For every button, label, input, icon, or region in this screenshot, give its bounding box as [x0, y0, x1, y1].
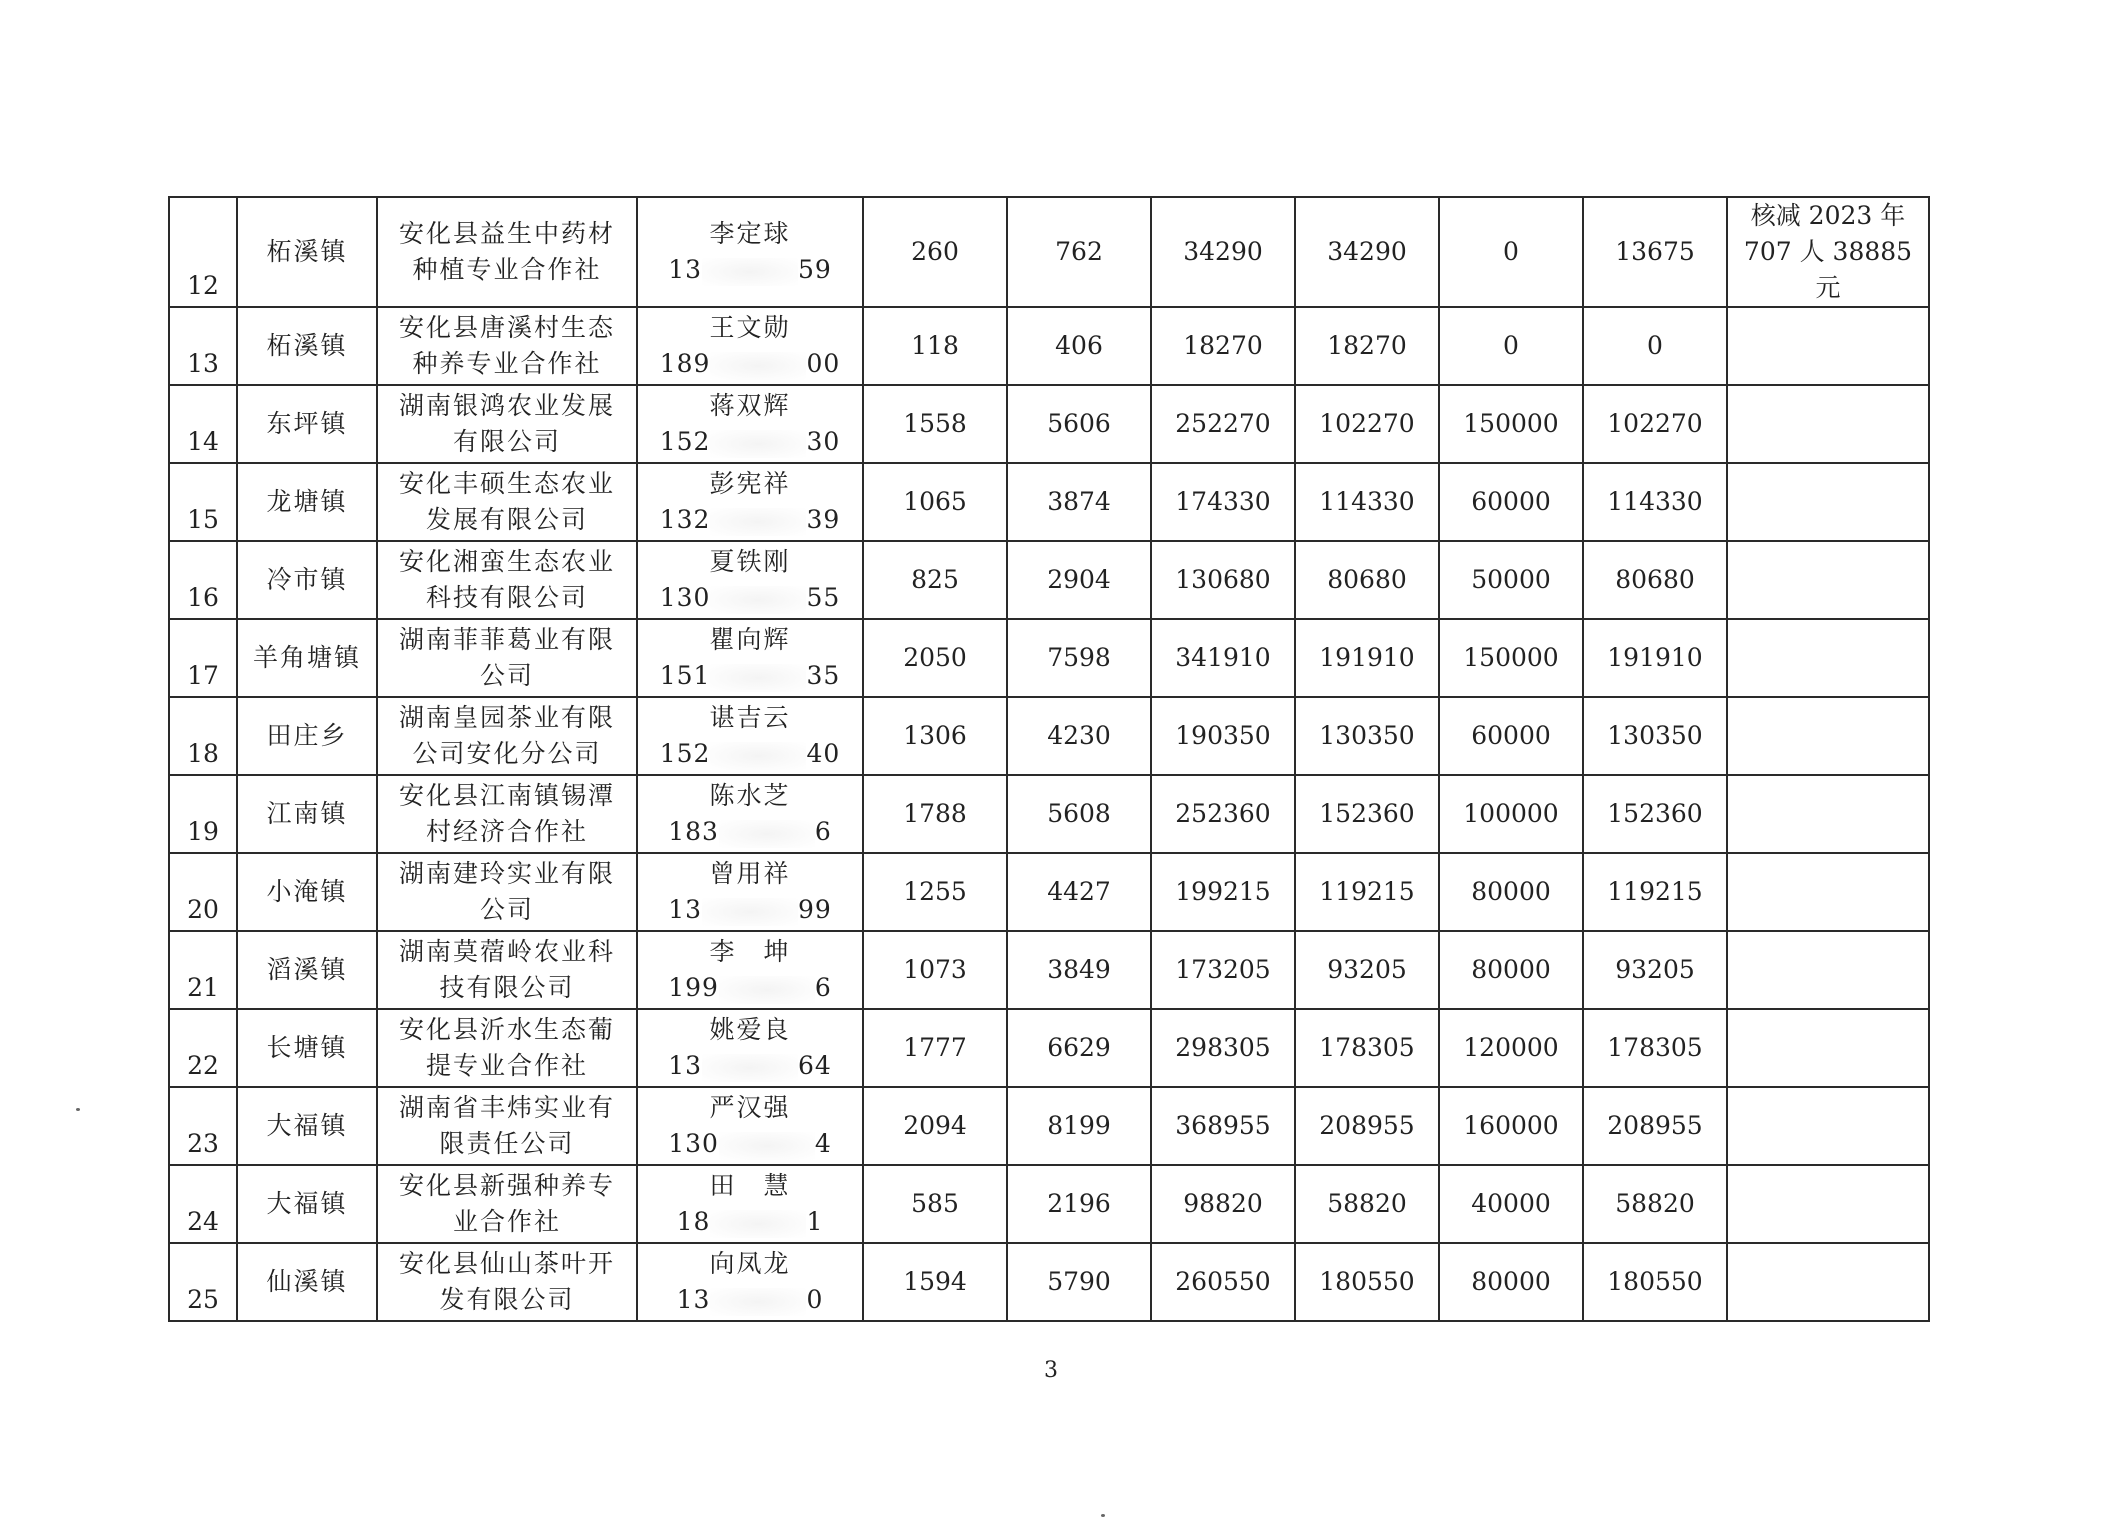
- entity-name-cell: 湖南银鸿农业发展有限公司: [377, 385, 637, 463]
- redacted-phone-digits: [710, 1288, 806, 1316]
- note-line-1: 核减 2023 年: [1750, 201, 1906, 230]
- table-row: [169, 1243, 1929, 1321]
- note-cell: [1727, 1243, 1929, 1321]
- phone-start: 152: [659, 739, 711, 768]
- redacted-phone-digits: [719, 820, 815, 848]
- phone-end: 4: [814, 1129, 832, 1158]
- table-row: [169, 775, 1929, 853]
- table-row: [169, 1087, 1929, 1165]
- phone-end: 35: [806, 661, 841, 690]
- contact-phone: [642, 424, 858, 460]
- redacted-phone-digits: [710, 664, 806, 692]
- phone-start: 13: [668, 255, 702, 284]
- contact-phone: [642, 814, 858, 850]
- phone-start: 183: [668, 817, 719, 846]
- table-row: [169, 931, 1929, 1009]
- value-cell: 3849: [1007, 931, 1151, 1009]
- redacted-phone-digits: [710, 586, 806, 614]
- value-cell: 2050: [863, 619, 1007, 697]
- value-cell: 13675: [1583, 197, 1727, 307]
- entity-name-cell: 安化县新强种养专业合作社: [377, 1165, 637, 1243]
- contact-phone: [642, 970, 858, 1006]
- value-cell: 119215: [1583, 853, 1727, 931]
- contact-cell: [637, 1087, 863, 1165]
- phone-start: 189: [659, 349, 711, 378]
- redacted-phone-digits: [702, 258, 798, 286]
- town-cell: 柘溪镇: [237, 197, 377, 307]
- value-cell: 150000: [1439, 385, 1583, 463]
- table-row: [169, 1165, 1929, 1243]
- value-cell: 58820: [1583, 1165, 1727, 1243]
- contact-cell: [637, 775, 863, 853]
- redacted-phone-digits: [710, 508, 806, 536]
- value-cell: 119215: [1295, 853, 1439, 931]
- town-cell: 羊角塘镇: [237, 619, 377, 697]
- value-cell: 7598: [1007, 619, 1151, 697]
- value-cell: 298305: [1151, 1009, 1295, 1087]
- value-cell: 102270: [1583, 385, 1727, 463]
- value-cell: 80000: [1439, 853, 1583, 931]
- value-cell: 50000: [1439, 541, 1583, 619]
- value-cell: 18270: [1295, 307, 1439, 385]
- phone-end: 1: [806, 1207, 824, 1236]
- value-cell: 2904: [1007, 541, 1151, 619]
- entity-name-cell: 湖南皇园茶业有限公司安化分公司: [377, 697, 637, 775]
- value-cell: 5606: [1007, 385, 1151, 463]
- value-cell: 1073: [863, 931, 1007, 1009]
- redacted-phone-digits: [710, 352, 806, 380]
- contact-cell: [637, 619, 863, 697]
- entity-name-cell: 湖南莫蓿岭农业科技有限公司: [377, 931, 637, 1009]
- entity-name-cell: 安化县江南镇锡潭村经济合作社: [377, 775, 637, 853]
- phone-end: 0: [806, 1285, 824, 1314]
- value-cell: 173205: [1151, 931, 1295, 1009]
- town-cell: 冷市镇: [237, 541, 377, 619]
- value-cell: 114330: [1583, 463, 1727, 541]
- value-cell: 160000: [1439, 1087, 1583, 1165]
- phone-end: 99: [798, 895, 832, 924]
- phone-start: 18: [676, 1207, 711, 1236]
- contact-phone: [642, 1048, 858, 1084]
- value-cell: 260: [863, 197, 1007, 307]
- table-row: [169, 197, 1929, 307]
- phone-end: 39: [806, 505, 841, 534]
- entity-name-cell: 湖南建玲实业有限公司: [377, 853, 637, 931]
- contact-cell: [637, 697, 863, 775]
- note-cell: [1727, 1087, 1929, 1165]
- contact-cell: [637, 853, 863, 931]
- value-cell: 762: [1007, 197, 1151, 307]
- value-cell: 1558: [863, 385, 1007, 463]
- town-cell: 大福镇: [237, 1165, 377, 1243]
- value-cell: 4427: [1007, 853, 1151, 931]
- row-index: 17: [169, 619, 237, 697]
- value-cell: 1306: [863, 697, 1007, 775]
- phone-end: 55: [806, 583, 841, 612]
- value-cell: 6629: [1007, 1009, 1151, 1087]
- note-cell: [1727, 931, 1929, 1009]
- phone-end: 59: [798, 255, 832, 284]
- value-cell: 180550: [1295, 1243, 1439, 1321]
- phone-start: 132: [659, 505, 711, 534]
- table-row: [169, 619, 1929, 697]
- value-cell: 1788: [863, 775, 1007, 853]
- value-cell: 102270: [1295, 385, 1439, 463]
- contact-phone: [642, 502, 858, 538]
- scan-speck: [1101, 1514, 1105, 1517]
- redacted-phone-digits: [702, 1054, 798, 1082]
- value-cell: 178305: [1583, 1009, 1727, 1087]
- phone-start: 130: [659, 583, 711, 612]
- contact-phone: [642, 1126, 858, 1162]
- value-cell: 5608: [1007, 775, 1151, 853]
- contact-cell: [637, 541, 863, 619]
- contact-cell: [637, 1165, 863, 1243]
- table-row: [169, 853, 1929, 931]
- value-cell: 40000: [1439, 1165, 1583, 1243]
- value-cell: 152360: [1583, 775, 1727, 853]
- value-cell: 150000: [1439, 619, 1583, 697]
- value-cell: 825: [863, 541, 1007, 619]
- row-index: 20: [169, 853, 237, 931]
- contact-name: 夏铁刚: [709, 547, 791, 576]
- value-cell: 0: [1439, 307, 1583, 385]
- value-cell: 0: [1439, 197, 1583, 307]
- value-cell: 208955: [1295, 1087, 1439, 1165]
- town-cell: 小淹镇: [237, 853, 377, 931]
- contact-name: 严汉强: [709, 1093, 791, 1122]
- value-cell: 2094: [863, 1087, 1007, 1165]
- value-cell: 260550: [1151, 1243, 1295, 1321]
- contact-name: 李 坤: [709, 937, 791, 966]
- value-cell: 252360: [1151, 775, 1295, 853]
- contact-phone: [642, 736, 858, 772]
- contact-phone: [642, 1282, 858, 1318]
- contact-name: 向凤龙: [709, 1249, 791, 1278]
- value-cell: 60000: [1439, 463, 1583, 541]
- note-cell: [1727, 619, 1929, 697]
- note-cell: [1727, 197, 1929, 307]
- subsidy-table: [168, 196, 1930, 1322]
- value-cell: 208955: [1583, 1087, 1727, 1165]
- note-cell: [1727, 1165, 1929, 1243]
- value-cell: 130350: [1583, 697, 1727, 775]
- redacted-phone-digits: [710, 430, 806, 458]
- contact-cell: [637, 385, 863, 463]
- town-cell: 江南镇: [237, 775, 377, 853]
- value-cell: 174330: [1151, 463, 1295, 541]
- town-cell: 大福镇: [237, 1087, 377, 1165]
- entity-name-cell: 安化县仙山茶叶开发有限公司: [377, 1243, 637, 1321]
- contact-cell: [637, 1243, 863, 1321]
- contact-cell: [637, 931, 863, 1009]
- row-index: 12: [169, 197, 237, 307]
- value-cell: 8199: [1007, 1087, 1151, 1165]
- table-row: [169, 385, 1929, 463]
- table-row: [169, 541, 1929, 619]
- row-index: 18: [169, 697, 237, 775]
- contact-cell: [637, 197, 863, 307]
- town-cell: 滔溪镇: [237, 931, 377, 1009]
- value-cell: 180550: [1583, 1243, 1727, 1321]
- contact-name: 曾用祥: [709, 859, 791, 888]
- value-cell: 1065: [863, 463, 1007, 541]
- contact-phone: [642, 346, 858, 382]
- note-cell: [1727, 775, 1929, 853]
- value-cell: 5790: [1007, 1243, 1151, 1321]
- value-cell: 191910: [1583, 619, 1727, 697]
- note-cell: [1727, 385, 1929, 463]
- town-cell: 仙溪镇: [237, 1243, 377, 1321]
- value-cell: 191910: [1295, 619, 1439, 697]
- contact-phone: [642, 658, 858, 694]
- entity-name-cell: 安化县沂水生态葡提专业合作社: [377, 1009, 637, 1087]
- entity-name-cell: 安化县益生中药材种植专业合作社: [377, 197, 637, 307]
- value-cell: 1255: [863, 853, 1007, 931]
- contact-name: 谌吉云: [709, 703, 791, 732]
- contact-name: 瞿向辉: [709, 625, 791, 654]
- value-cell: 34290: [1151, 197, 1295, 307]
- note-line-2: 707 人 38885 元: [1743, 237, 1913, 302]
- value-cell: 3874: [1007, 463, 1151, 541]
- town-cell: 田庄乡: [237, 697, 377, 775]
- contact-name: 李定球: [709, 219, 791, 248]
- value-cell: 406: [1007, 307, 1151, 385]
- value-cell: 118: [863, 307, 1007, 385]
- value-cell: 2196: [1007, 1165, 1151, 1243]
- town-cell: 东坪镇: [237, 385, 377, 463]
- value-cell: 114330: [1295, 463, 1439, 541]
- value-cell: 1777: [863, 1009, 1007, 1087]
- row-index: 19: [169, 775, 237, 853]
- value-cell: 585: [863, 1165, 1007, 1243]
- phone-end: 00: [806, 349, 841, 378]
- value-cell: 341910: [1151, 619, 1295, 697]
- row-index: 22: [169, 1009, 237, 1087]
- redacted-phone-digits: [710, 742, 806, 770]
- contact-phone: [642, 1204, 858, 1240]
- value-cell: 199215: [1151, 853, 1295, 931]
- phone-start: 151: [659, 661, 711, 690]
- value-cell: 80680: [1583, 541, 1727, 619]
- value-cell: 34290: [1295, 197, 1439, 307]
- value-cell: 252270: [1151, 385, 1295, 463]
- phone-start: 13: [668, 1051, 702, 1080]
- row-index: 16: [169, 541, 237, 619]
- value-cell: 152360: [1295, 775, 1439, 853]
- table-row: [169, 1009, 1929, 1087]
- row-index: 21: [169, 931, 237, 1009]
- note-cell: [1727, 463, 1929, 541]
- phone-start: 13: [676, 1285, 711, 1314]
- contact-name: 蒋双辉: [709, 391, 791, 420]
- contact-name: 彭宪祥: [709, 469, 791, 498]
- value-cell: 80000: [1439, 931, 1583, 1009]
- redacted-phone-digits: [702, 898, 798, 926]
- value-cell: 120000: [1439, 1009, 1583, 1087]
- phone-start: 130: [668, 1129, 719, 1158]
- contact-name: 陈水芝: [709, 781, 791, 810]
- value-cell: 190350: [1151, 697, 1295, 775]
- table-row: [169, 307, 1929, 385]
- entity-name-cell: 湖南省丰炜实业有限责任公司: [377, 1087, 637, 1165]
- row-index: 15: [169, 463, 237, 541]
- redacted-phone-digits: [719, 976, 815, 1004]
- contact-cell: [637, 307, 863, 385]
- phone-end: 64: [798, 1051, 832, 1080]
- phone-end: 40: [806, 739, 841, 768]
- note-cell: [1727, 697, 1929, 775]
- phone-end: 6: [814, 817, 832, 846]
- town-cell: 柘溪镇: [237, 307, 377, 385]
- value-cell: 80680: [1295, 541, 1439, 619]
- contact-phone: [642, 252, 858, 288]
- contact-cell: [637, 463, 863, 541]
- entity-name-cell: 安化湘蛮生态农业科技有限公司: [377, 541, 637, 619]
- value-cell: 100000: [1439, 775, 1583, 853]
- row-index: 14: [169, 385, 237, 463]
- redacted-phone-digits: [719, 1132, 815, 1160]
- page-number: 3: [1044, 1358, 1058, 1383]
- value-cell: 80000: [1439, 1243, 1583, 1321]
- phone-start: 13: [668, 895, 702, 924]
- note-cell: [1727, 307, 1929, 385]
- value-cell: 130680: [1151, 541, 1295, 619]
- town-cell: 长塘镇: [237, 1009, 377, 1087]
- table-row: [169, 463, 1929, 541]
- contact-name: 王文勋: [709, 313, 791, 342]
- contact-cell: [637, 1009, 863, 1087]
- phone-end: 6: [814, 973, 832, 1002]
- row-index: 13: [169, 307, 237, 385]
- scan-speck: [76, 1108, 80, 1111]
- note-cell: [1727, 853, 1929, 931]
- value-cell: 0: [1583, 307, 1727, 385]
- value-cell: 98820: [1151, 1165, 1295, 1243]
- phone-end: 30: [806, 427, 841, 456]
- contact-name: 田 慧: [709, 1171, 791, 1200]
- value-cell: 60000: [1439, 697, 1583, 775]
- contact-name: 姚爱良: [709, 1015, 791, 1044]
- value-cell: 178305: [1295, 1009, 1439, 1087]
- contact-phone: [642, 580, 858, 616]
- value-cell: 93205: [1583, 931, 1727, 1009]
- phone-start: 199: [668, 973, 719, 1002]
- entity-name-cell: 安化县唐溪村生态种养专业合作社: [377, 307, 637, 385]
- contact-phone: [642, 892, 858, 928]
- value-cell: 58820: [1295, 1165, 1439, 1243]
- note-cell: [1727, 1009, 1929, 1087]
- value-cell: 130350: [1295, 697, 1439, 775]
- entity-name-cell: 安化丰硕生态农业发展有限公司: [377, 463, 637, 541]
- row-index: 25: [169, 1243, 237, 1321]
- value-cell: 368955: [1151, 1087, 1295, 1165]
- redacted-phone-digits: [710, 1210, 806, 1238]
- entity-name-cell: 湖南菲菲葛业有限公司: [377, 619, 637, 697]
- note-cell: [1727, 541, 1929, 619]
- row-index: 23: [169, 1087, 237, 1165]
- row-index: 24: [169, 1165, 237, 1243]
- value-cell: 93205: [1295, 931, 1439, 1009]
- town-cell: 龙塘镇: [237, 463, 377, 541]
- value-cell: 1594: [863, 1243, 1007, 1321]
- table-row: [169, 697, 1929, 775]
- value-cell: 4230: [1007, 697, 1151, 775]
- value-cell: 18270: [1151, 307, 1295, 385]
- phone-start: 152: [659, 427, 711, 456]
